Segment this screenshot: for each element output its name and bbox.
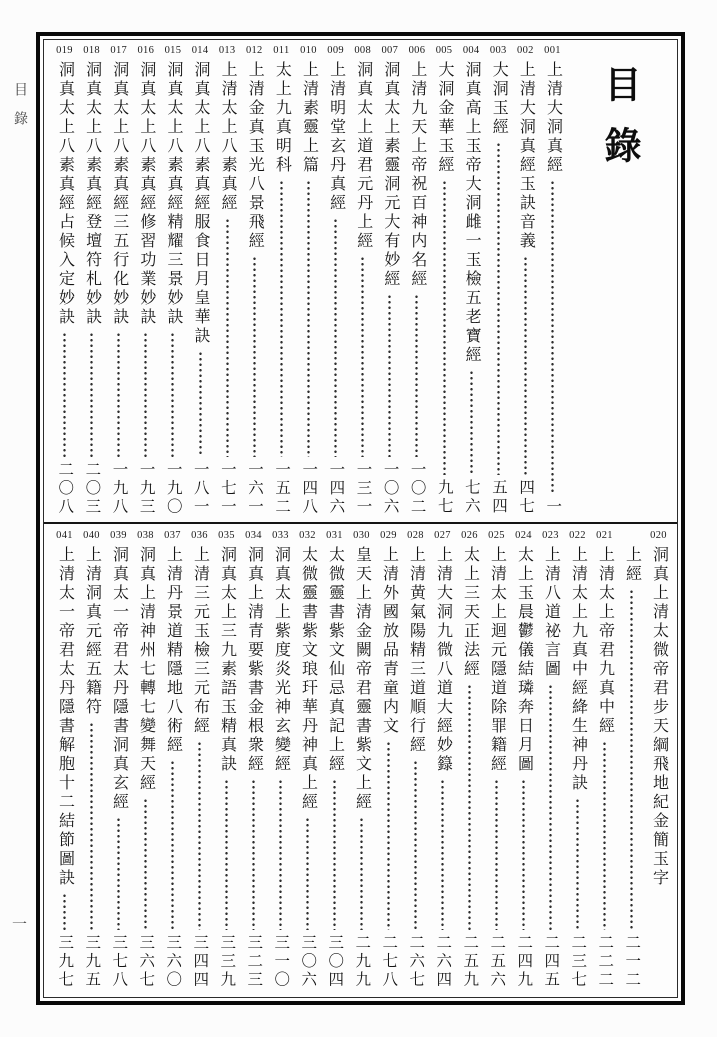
entry-title: 上經 [623, 546, 641, 584]
entry-page-number: 三一〇 [272, 933, 290, 989]
entry-title: 太上三天正法經 [461, 546, 479, 679]
entry-title: 洞真太上八素真經服食日月皇華訣 [192, 61, 210, 346]
entry-page-number: 三二三 [245, 933, 263, 989]
entry-title: 上清太上九真中經絳生神丹訣 [569, 546, 587, 793]
entry-number: 029 [380, 530, 397, 541]
entry-page-number: 一七一 [218, 460, 236, 516]
entry-page-number: 一九八 [110, 460, 128, 516]
entry-page-number: 二二二 [596, 933, 614, 989]
entry-number: 018 [83, 45, 100, 56]
entry-title: 洞真太上素靈洞元大有妙經 [381, 61, 399, 289]
entry-page-number: 五四 [490, 479, 507, 516]
entry-title: 上清太上帝君九真中經 [596, 546, 614, 736]
entry-title: 上清九天上帝祝百神内名經 [408, 61, 426, 289]
entry-number: 039 [110, 530, 127, 541]
entry-number: 030 [353, 530, 370, 541]
dotted-leader [171, 332, 174, 457]
toc-entry-column [132, 43, 159, 517]
entry-number: 038 [137, 530, 154, 541]
dotted-leader [144, 332, 147, 457]
entry-number: 003 [489, 45, 507, 56]
entry-number: 037 [164, 530, 181, 541]
toc-entry-column [159, 43, 186, 517]
toc-entry-column [539, 43, 566, 517]
entry-title: 太上九真明科 [273, 61, 291, 175]
entry-page-number: 一五二 [273, 460, 291, 516]
toc-entry-column [403, 43, 430, 517]
entry-number: 012 [245, 45, 263, 56]
entry-number: 026 [461, 530, 478, 541]
entry-page-number: 三〇四 [326, 933, 344, 989]
entry-number: 011 [273, 45, 290, 56]
dotted-leader [90, 332, 93, 457]
dotted-leader [549, 684, 552, 930]
entry-title: 洞真太上八素真經占候入定妙訣 [56, 61, 74, 327]
dotted-leader [280, 180, 283, 457]
dotted-leader [307, 180, 310, 457]
toc-entry-column [485, 43, 512, 517]
dotted-leader [225, 779, 228, 930]
toc-entry-column [645, 528, 672, 990]
toc-entry-column [429, 528, 456, 990]
entry-page-number: 一六一 [246, 460, 264, 516]
toc-entry-column [537, 528, 564, 990]
entry-page-number: 二六四 [434, 933, 452, 989]
entry-number: 028 [407, 530, 424, 541]
entry-page-number: 二四五 [542, 933, 560, 989]
dotted-leader [388, 294, 391, 457]
dotted-leader [279, 779, 282, 930]
dotted-leader [63, 332, 66, 457]
toc-entry-column [321, 528, 348, 990]
dotted-leader [603, 741, 606, 930]
toc-top-entries [51, 43, 566, 517]
margin-running-title: 目錄 [12, 82, 27, 140]
entry-number: 008 [354, 45, 372, 56]
entry-number: 010 [300, 45, 317, 56]
entry-title: 上清太一帝君太丹隱書解胞十二結節圖訣 [56, 546, 74, 888]
toc-entry-column [375, 528, 402, 990]
entry-number: 009 [327, 45, 344, 56]
entry-number: 040 [83, 530, 100, 541]
entry-title: 洞真太上八素真經修習功業妙訣 [137, 61, 155, 327]
entry-page-number: 二七八 [380, 933, 398, 989]
entry-page-number: 二三七 [569, 933, 587, 989]
entry-number: 027 [434, 530, 451, 541]
entry-title: 太微靈書紫文仙忌真記上經 [326, 546, 344, 774]
entry-page-number: 二〇三 [83, 460, 101, 516]
toc-entry-column [591, 528, 618, 990]
dotted-leader [198, 741, 201, 930]
entry-number: 024 [515, 530, 532, 541]
toc-entry-column [105, 43, 132, 517]
entry-page-number: 三七八 [110, 933, 128, 989]
entry-title: 洞真上清青要紫書金根衆經 [245, 546, 263, 774]
page-title: 目錄 [598, 65, 639, 187]
toc-entry-column [267, 528, 294, 990]
entry-page-number: 三六七 [137, 933, 155, 989]
entry-page-number: 一四八 [300, 460, 318, 516]
entry-page-number: 二四九 [515, 933, 533, 989]
entry-title: 太上玉晨鬱儀結璘奔日月圖 [515, 546, 533, 774]
entry-page-number: 三四四 [191, 933, 209, 989]
toc-entry-column [431, 43, 458, 517]
entry-page-number: 一九〇 [164, 460, 182, 516]
entry-page-number: 二六七 [407, 933, 425, 989]
toc-entry-column [458, 43, 485, 517]
entry-title: 上清三元玉檢三元布經 [191, 546, 209, 736]
entry-page-number: 一八一 [191, 460, 209, 516]
page-frame [36, 32, 685, 1005]
toc-bottom-band [44, 524, 677, 997]
entry-title: 洞真太上八素真經三五行化妙訣 [110, 61, 128, 327]
dotted-leader [497, 142, 500, 475]
dotted-leader [252, 779, 255, 930]
entry-title: 洞真上清神州七轉七變舞天經 [137, 546, 155, 793]
entry-title: 太微靈書紫文琅玕華丹神真上經 [299, 546, 317, 812]
entry-number: 033 [272, 530, 289, 541]
entry-title: 大洞金華玉經 [436, 61, 454, 175]
toc-entry-column [376, 43, 403, 517]
entry-page-number: 二五九 [461, 933, 479, 989]
toc-entry-column [402, 528, 429, 990]
entry-page-number: 二五六 [488, 933, 506, 989]
dotted-leader [415, 294, 418, 457]
toc-entry-column [214, 43, 241, 517]
title-block [566, 43, 670, 517]
entry-page-number: 二〇八 [56, 460, 74, 516]
toc-entry-column [268, 43, 295, 517]
entry-title: 上清大洞真經 [544, 61, 562, 175]
dotted-leader [117, 332, 120, 457]
entry-page-number: 三三九 [218, 933, 236, 989]
toc-entry-column [213, 528, 240, 990]
dotted-leader [414, 760, 417, 930]
dotted-leader [468, 684, 471, 930]
entry-title: 上清太上八素真經 [219, 61, 237, 213]
entry-number: 014 [191, 45, 209, 56]
dotted-leader [441, 779, 444, 930]
entry-number: 023 [542, 530, 559, 541]
entry-number: 006 [408, 45, 426, 56]
entry-title: 上清洞真元經五籍符 [83, 546, 101, 717]
entry-page-number: 一 [544, 497, 562, 516]
entry-number: 021 [596, 530, 613, 541]
dotted-leader [171, 760, 174, 930]
entry-number: 002 [517, 45, 534, 56]
dotted-leader [117, 817, 120, 930]
entry-title: 上清大洞九微八道大經妙籙 [434, 546, 452, 774]
toc-entry-column [187, 43, 214, 517]
entry-number: 013 [218, 45, 236, 56]
margin-folio-number: 一 [12, 917, 28, 933]
dotted-leader [360, 817, 363, 930]
entry-number: 031 [326, 530, 343, 541]
dotted-leader [90, 722, 93, 930]
entry-title: 上清金真玉光八景飛經 [246, 61, 264, 251]
dotted-leader [63, 893, 66, 930]
entry-number: 036 [191, 530, 208, 541]
entry-page-number: 二九九 [353, 933, 371, 989]
toc-entry-column [78, 43, 105, 517]
entry-title: 洞真太一帝君太丹隱書洞真玄經 [110, 546, 128, 812]
entry-title: 洞真太上紫度炎光神玄變經 [272, 546, 290, 774]
dotted-leader [551, 180, 554, 494]
toc-entry-column [295, 43, 322, 517]
dotted-leader [361, 256, 364, 457]
entry-number: 015 [164, 45, 182, 56]
entry-title: 皇天上清金闕帝君靈書紫文上經 [353, 546, 371, 812]
toc-entry-column [322, 43, 349, 517]
toc-entry-column [51, 528, 78, 990]
entry-page-number: 一九三 [137, 460, 155, 516]
entry-title: 上清黄氣陽精三道順行經 [407, 546, 425, 755]
entry-title: 上清外國放品青童内文 [380, 546, 398, 736]
dotted-leader [306, 817, 309, 930]
entry-page-number: 一四六 [327, 460, 345, 516]
toc-entry-column [159, 528, 186, 990]
toc-entry-column [564, 528, 591, 990]
entry-page-number: 一三一 [354, 460, 372, 516]
toc-entry-column [294, 528, 321, 990]
entry-title: 上清八道祕言圖 [542, 546, 560, 679]
entry-number: 022 [569, 530, 586, 541]
toc-entry-column [240, 528, 267, 990]
toc-entry-column [51, 43, 78, 517]
entry-title: 上清丹景道精隱地八術經 [164, 546, 182, 755]
entry-number: 035 [218, 530, 235, 541]
entry-page-number: 一〇六 [381, 460, 399, 516]
dotted-leader [495, 779, 498, 930]
entry-number: 017 [110, 45, 128, 56]
entry-title: 上清太上迴元隱道除罪籍經 [488, 546, 506, 774]
entry-number: 004 [462, 45, 480, 56]
entry-number: 020 [650, 530, 667, 541]
toc-entry-column [132, 528, 159, 990]
dotted-leader [524, 256, 527, 475]
dotted-leader [333, 779, 336, 930]
entry-title: 洞真太上道君元丹上經 [354, 61, 372, 251]
entry-page-number: 三九七 [56, 933, 74, 989]
entry-title: 洞真上清太微帝君步天綱飛地紀金簡玉字 [650, 546, 668, 888]
entry-title: 洞真太上八素真經登壇符札妙訣 [83, 61, 101, 327]
dotted-leader [522, 779, 525, 930]
toc-entry-column [241, 43, 268, 517]
entry-number: 005 [435, 45, 453, 56]
entry-title: 上清素靈上篇 [300, 61, 318, 175]
toc-entry-column [105, 528, 132, 990]
entry-title: 洞真太上三九素語玉精真訣 [218, 546, 236, 774]
dotted-leader [387, 741, 390, 930]
toc-entry-column [510, 528, 537, 990]
toc-entry-column [186, 528, 213, 990]
dotted-leader [334, 218, 337, 457]
entry-page-number: 三九五 [83, 933, 101, 989]
entry-title: 上清大洞真經玉訣音義 [517, 61, 535, 251]
entry-title: 洞真太上八素真經精耀三景妙訣 [164, 61, 182, 327]
dotted-leader [443, 180, 446, 475]
entry-number: 041 [56, 530, 73, 541]
entry-page-number: 九七 [435, 479, 453, 516]
toc-entry-column [456, 528, 483, 990]
toc-entry-column [348, 528, 375, 990]
toc-entry-column [618, 528, 645, 990]
entry-page-number: 三六〇 [164, 933, 182, 989]
toc-entry-column [512, 43, 539, 517]
entry-page-number: 三〇六 [299, 933, 317, 989]
dotted-leader [199, 351, 202, 457]
entry-number: 034 [245, 530, 262, 541]
dotted-leader [470, 370, 473, 475]
toc-entry-column [483, 528, 510, 990]
entry-number: 032 [299, 530, 316, 541]
dotted-leader [253, 256, 256, 457]
entry-title: 洞真高上玉帝大洞雌一玉檢五老寶經 [463, 61, 481, 365]
entry-number: 016 [137, 45, 155, 56]
toc-top-band [44, 40, 677, 522]
entry-number: 025 [488, 530, 505, 541]
entry-title: 大洞玉經 [490, 61, 508, 137]
entry-page-number: 二一二 [623, 933, 641, 989]
toc-entry-column [78, 528, 105, 990]
toc-bottom-entries [51, 528, 672, 990]
entry-number: 007 [381, 45, 399, 56]
dotted-leader [226, 218, 229, 457]
toc-entry-column [349, 43, 376, 517]
entry-title: 上清明堂玄丹真經 [327, 61, 345, 213]
inner-rule [43, 39, 678, 998]
dotted-leader [630, 589, 633, 930]
entry-page-number: 四七 [517, 479, 535, 516]
entry-page-number: 一〇二 [408, 460, 426, 516]
dotted-leader [144, 798, 147, 930]
dotted-leader [576, 798, 579, 930]
entry-page-number: 七六 [462, 479, 480, 516]
entry-number: 001 [544, 45, 561, 56]
entry-number: 019 [56, 45, 73, 56]
